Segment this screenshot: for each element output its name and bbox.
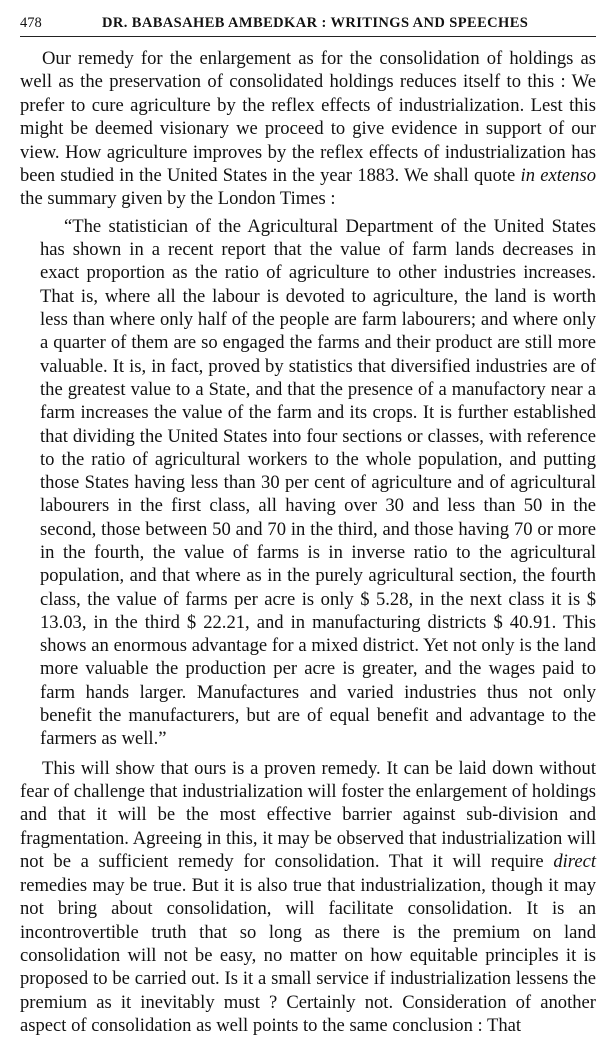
paragraph-intro-text-2: the summary given by the London Times :	[20, 188, 336, 210]
paragraph-conclusion	[20, 757, 596, 1038]
paragraph-intro-text-1: Our remedy for the enlargement as for the consolidation of holdings as well as the preservation of consolidated holdings reduces itself to this : We prefer to cure agriculture by the reflex effects of industrialization. Lest this might be deemed visionary we proceed to give evidence in support of our view. How agriculture improves by the reflex effects of industrialization has been studied in the United States in the year 1883. We shall quote	[20, 48, 596, 187]
running-title: DR. BABASAHEB AMBEDKAR : WRITINGS AND SPEECHES	[102, 15, 529, 31]
running-header	[20, 14, 596, 37]
italic-phrase-in-extenso: in extenso	[520, 165, 596, 187]
book-page	[20, 14, 596, 1038]
italic-word-direct: direct	[553, 851, 596, 873]
paragraph-conclusion-text-1: This will show that ours is a proven remedy. It can be laid down without fear of challenge that industrialization will foster the enlargement of holdings and that it will be the most effective barrier against sub-division and fragmentation. Agreeing in this, it may be observed that industrialization will not be a sufficient remedy for consolidation. That it will require	[20, 757, 596, 873]
block-quote: “The statistician of the Agricultural Department of the United States has shown in a recent report that the value of farm lands decreases in exact proportion as the ratio of agriculture to other industries increases. That is, where all the labour is devoted to agriculture, the land is worth less than where only half of the people are farm labourers; and where only a quarter of them are so engaged the farms and their product are still more valuable. It is, in fact, proved by statistics that diversified industries are of the greatest value to a State, and that the presence of a manufactory near a farm increases the value of the farm and its crops. It is further established that dividing the United States into four sections or classes, with reference to the ratio of agricultural workers to the whole population, and putting those States having less than 30 per cent of agriculture and of agricultural labourers in the first class, all having over 30 and less than 50 in the second, those between 50 and 70 in the third, and those having 70 or more in the fourth, the value of farms is in inverse ratio to the agricultural population, and that where as in the purely agricultural section, the fourth class, the value of farms per acre is only $ 5.28, in the next class it is $ 13.03, in the third $ 22.21, and in manufacturing districts $ 40.91. This shows an enormous advantage for a mixed district. Yet not only is the land more valuable the production per acre is greater, and the wages paid to farm hands larger. Manufactures and varied industries thus not only benefit the manufacturers, but are of equal benefit and advantage to the farmers as well.”	[40, 215, 596, 750]
page-number: 478	[20, 15, 42, 31]
paragraph-conclusion-text-2: remedies may be true. But it is also true that industrialization, though it may not bring about consolidation, will facilitate consolidation. It is an incontrovertible truth that so long as there is the premium on land consolidation will not be easy, no matter on how equitable principles it is proposed to be carried out. Is it a small service if industrialization lessens the premium as it inevitably must ? Certainly not. Consideration of another aspect of consolidation as well points to the same conclusion : That	[20, 874, 596, 1037]
paragraph-intro	[20, 47, 596, 211]
